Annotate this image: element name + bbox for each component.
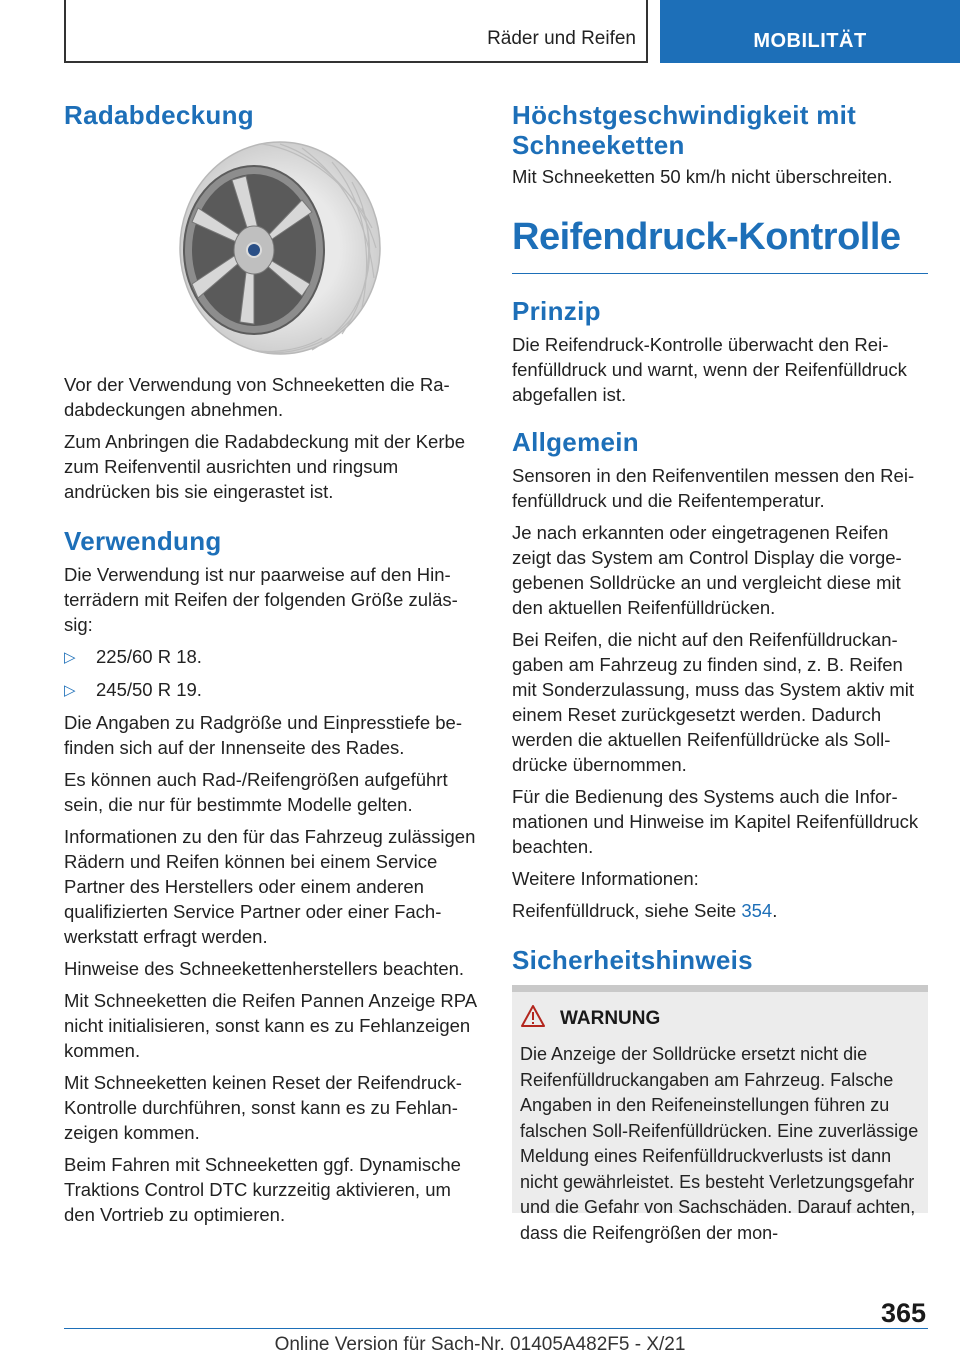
triangle-bullet-icon: ▷ bbox=[64, 649, 76, 666]
paragraph: Mit Schneeketten keinen Reset der Reifendruck-Kontrolle durchführen, sonst kann es zu Fehlanzeigen kommen. bbox=[64, 1072, 462, 1143]
paragraph: Die Verwendung ist nur paarweise auf den Hinterrädern mit Reifen der folgenden Größe zulässig: bbox=[64, 564, 458, 635]
list-item-text: 225/60 R 18. bbox=[96, 646, 202, 667]
warning-header bbox=[520, 1004, 920, 1034]
section-title-radabdeckung: Radabdeckung bbox=[64, 100, 254, 130]
warning-bar bbox=[512, 985, 928, 992]
paragraph: Informationen zu den für das Fahrzeug zulässigen Rädern und Reifen können bei einem Service Partner des Herstellers oder einem anderen qualifizierten Service Partner oder einer Fachwerkstatt erfragt werden. bbox=[64, 826, 476, 947]
section-title-allgemein: Allgemein bbox=[512, 427, 639, 457]
reference-end: . bbox=[772, 900, 778, 921]
footer-divider bbox=[64, 1328, 928, 1329]
page-number: 365 bbox=[880, 1298, 926, 1328]
chapter-title: Reifendruck-Kontrolle bbox=[512, 216, 901, 258]
paragraph: Hinweise des Schneekettenherstellers beachten. bbox=[64, 958, 465, 979]
paragraph: Für die Bedienung des Systems auch die Informationen und Hinweise im Kapitel Reifenfülldruck beachten. bbox=[512, 786, 919, 857]
header-section-title: Räder und Reifen bbox=[487, 28, 636, 49]
cross-reference bbox=[512, 898, 928, 923]
wheel-icon bbox=[162, 138, 382, 358]
paragraph: Beim Fahren mit Schneeketten ggf. Dynamische Traktions Control DTC kurzzeitig aktivieren, um den Vortrieb zu optimieren. bbox=[64, 1154, 461, 1225]
paragraph: Weitere Informationen: bbox=[512, 868, 699, 889]
paragraph: Es können auch Rad-/Reifengrößen aufgeführt sein, die nur für bestimmte Modelle gelten. bbox=[64, 769, 448, 815]
right-column bbox=[512, 100, 928, 1243]
header-chapter-tab[interactable] bbox=[660, 0, 960, 63]
section-title-prinzip: Prinzip bbox=[512, 296, 601, 326]
reference-text: Reifenfülldruck, siehe Seite bbox=[512, 900, 742, 921]
paragraph: Mit Schneeketten 50 km/h nicht überschreiten. bbox=[512, 166, 893, 187]
paragraph: Bei Reifen, die nicht auf den Reifenfülldruckangaben am Fahrzeug zu finden sind, z. B. Reifen mit Sonderzulassung, muss das System aktiv mit einem Reset zurückgesetzt werden. Dadurch werden die aktuellen Reifenfülldrücke als Solldrücke übernommen. bbox=[512, 629, 915, 775]
warning-text: Die Anzeige der Solldrücke ersetzt nicht die Reifenfülldruckangaben am Fahrzeug. Falsche Angaben in den Reifeneinstellungen führen zu falschen Soll-Reifenfülldrücken. Eine zuverlässige Meldung eines Reifenfülldruckverlusts ist dann nicht gewährleistet. Es besteht Verletzungsgefahr und die Gefahr von Sachschäden. Darauf achten, dass die Reifengrößen der mon- bbox=[520, 1044, 919, 1243]
header-chapter-tab-label: MOBILITÄT bbox=[753, 30, 867, 52]
section-title-sicherheit: Sicherheitshinweis bbox=[512, 945, 753, 975]
list-item-text: 245/50 R 19. bbox=[96, 679, 202, 700]
list-item bbox=[64, 644, 480, 670]
left-column bbox=[64, 100, 480, 1234]
paragraph: Vor der Verwendung von Schneeketten die Radabdeckungen abnehmen. bbox=[64, 374, 450, 420]
paragraph: Sensoren in den Reifenventilen messen den Reifenfülldruck und die Reifentemperatur. bbox=[512, 465, 915, 511]
list-item bbox=[64, 677, 480, 703]
wheel-illustration bbox=[64, 138, 480, 358]
section-title-speed: Höchstgeschwindigkeit mit Schneeketten bbox=[512, 100, 857, 160]
paragraph: Je nach erkannten oder eingetragenen Reifen zeigt das System am Control Display die vorgegebenen Solldrücke an und vergleicht diese mit den aktuellen Reifenfülldrücken. bbox=[512, 522, 902, 618]
page-reference-link[interactable]: 354 bbox=[741, 900, 773, 921]
paragraph: Zum Anbringen die Radabdeckung mit der Kerbe zum Reifenventil ausrichten und ringsum andrücken bis sie eingerastet ist. bbox=[64, 431, 466, 502]
warning-box bbox=[512, 992, 928, 1243]
paragraph: Die Angaben zu Radgröße und Einpresstiefe befinden sich auf der Innenseite des Rades. bbox=[64, 712, 463, 758]
triangle-bullet-icon: ▷ bbox=[64, 682, 76, 699]
chapter-divider bbox=[512, 273, 928, 274]
paragraph: Mit Schneeketten die Reifen Pannen Anzeige RPA nicht initialisieren, sonst kann es zu Fehlanzeigen kommen. bbox=[64, 990, 477, 1061]
warning-triangle-icon bbox=[520, 1004, 560, 1034]
warning-label: WARNUNG bbox=[560, 1008, 661, 1029]
section-title-verwendung: Verwendung bbox=[64, 526, 222, 556]
footer-text: Online Version für Sach-Nr. 01405A482F5 - X/21 bbox=[274, 1334, 686, 1355]
paragraph: Die Reifendruck-Kontrolle überwacht den Reifenfülldruck und warnt, wenn der Reifenfülldruck abgefallen ist. bbox=[512, 334, 907, 405]
